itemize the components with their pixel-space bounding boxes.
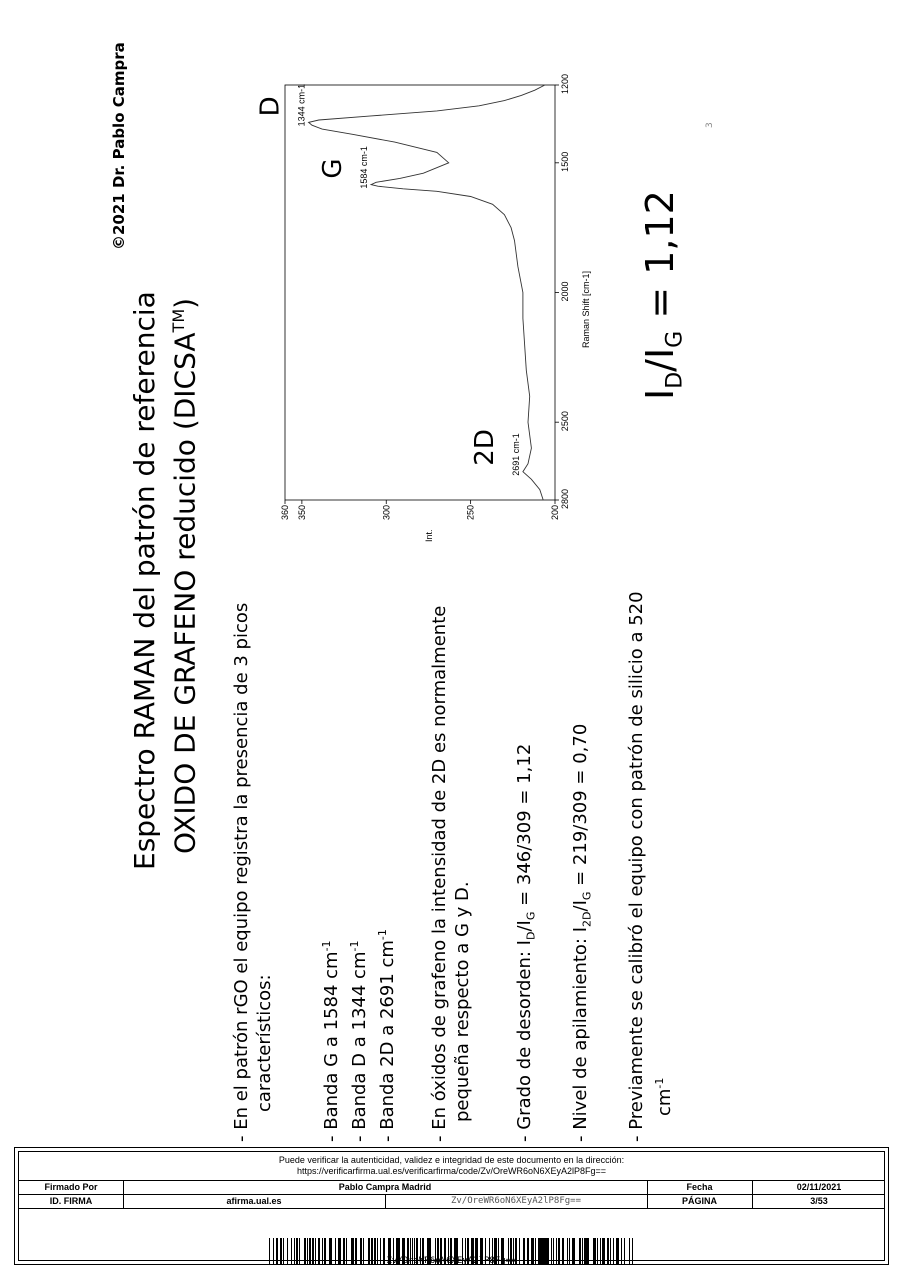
y-tick-label: 200 — [550, 504, 560, 520]
spectrum-line — [309, 85, 545, 500]
ratio-id-ig: $I_D/I_G = 1,12$ — [638, 190, 688, 400]
x-tick-label: 2500 — [560, 411, 570, 432]
x-tick-label: 1500 — [560, 151, 570, 172]
id-row: ID. FIRMA afirma.ual.es Zv/OreWR6oN6XEyA2lP8Fg== PÁGINA 3/53 — [19, 1194, 884, 1209]
page-title — [128, 291, 202, 870]
y-tick-label: 360 — [280, 504, 290, 520]
title-line-2: OXIDO DE GRAFENO reducido (DICSA™) — [168, 297, 202, 854]
y-tick-label: 250 — [465, 504, 476, 520]
peak-label: 1344 cm-1 — [296, 83, 307, 127]
page-number-mark: 3 — [705, 122, 715, 128]
peak-band-label: 2D — [469, 429, 500, 466]
peak-band-label: D — [255, 96, 286, 117]
peak-label: 1584 cm-1 — [359, 146, 370, 189]
bullet-intro: - En el patrón rGO el equipo registra la presencia de 3 picos característicos: — [231, 602, 275, 1142]
signature-verification-box — [14, 1147, 889, 1265]
y-axis-label: Int. — [424, 529, 434, 542]
x-tick-label: 1200 — [560, 73, 570, 94]
y-tick-label: 300 — [381, 504, 392, 520]
x-axis-label: Raman Shift [cm-1] — [581, 270, 591, 348]
bullet-calibration: - Previamente se calibró el equipo con patrón de silicio a 520 $cm^{-1}$ — [626, 591, 675, 1142]
bullet-stacking: - Nivel de apilamiento: $I_{2D}/I_G = 219/309 = 0,70$ — [570, 723, 594, 1142]
bullet-oxide: - En óxidos de grafeno la intensidad de 2D es normalmente pequeña respecto a G y D. — [429, 605, 473, 1142]
y-tick-label: 350 — [296, 504, 307, 520]
copyright-text: ©2021 Dr. Pablo Campra — [110, 42, 128, 250]
bullet-disorder: - Grado de desorden: $I_D/I_G = 346/309 = 1,12$ — [514, 743, 538, 1142]
verification-notice: Puede verificar la autenticidad, validez e integridad de este documento en la dirección: https://verificarfirma.ual.es/verificarfirma/code/Zv/OreWR6oN6XEyA2lP8Fg== — [278, 1155, 625, 1176]
bullet-band-g: - Banda G a 1584 $cm^{-1}$ — [320, 940, 342, 1142]
x-tick-label: 2800 — [560, 488, 570, 509]
peak-band-label: G — [318, 158, 349, 179]
signer-row: Firmado Por Pablo Campra Madrid Fecha 02/11/2021 — [19, 1180, 884, 1195]
peak-label: 2691 cm-1 — [510, 433, 521, 476]
title-line-1: Espectro RAMAN del patrón de referencia — [128, 291, 161, 870]
bullet-band-2d: - Banda 2D a 2691 $cm^{-1}$ — [376, 929, 398, 1142]
barcode-text: Zv/OreWR6oN6XEyA2lP8Fg== — [386, 1256, 517, 1266]
x-tick-label: 2000 — [560, 281, 570, 302]
raman-spectrum-chart — [255, 60, 610, 550]
bullet-band-d: - Banda D a 1344 $cm^{-1}$ — [348, 940, 370, 1142]
